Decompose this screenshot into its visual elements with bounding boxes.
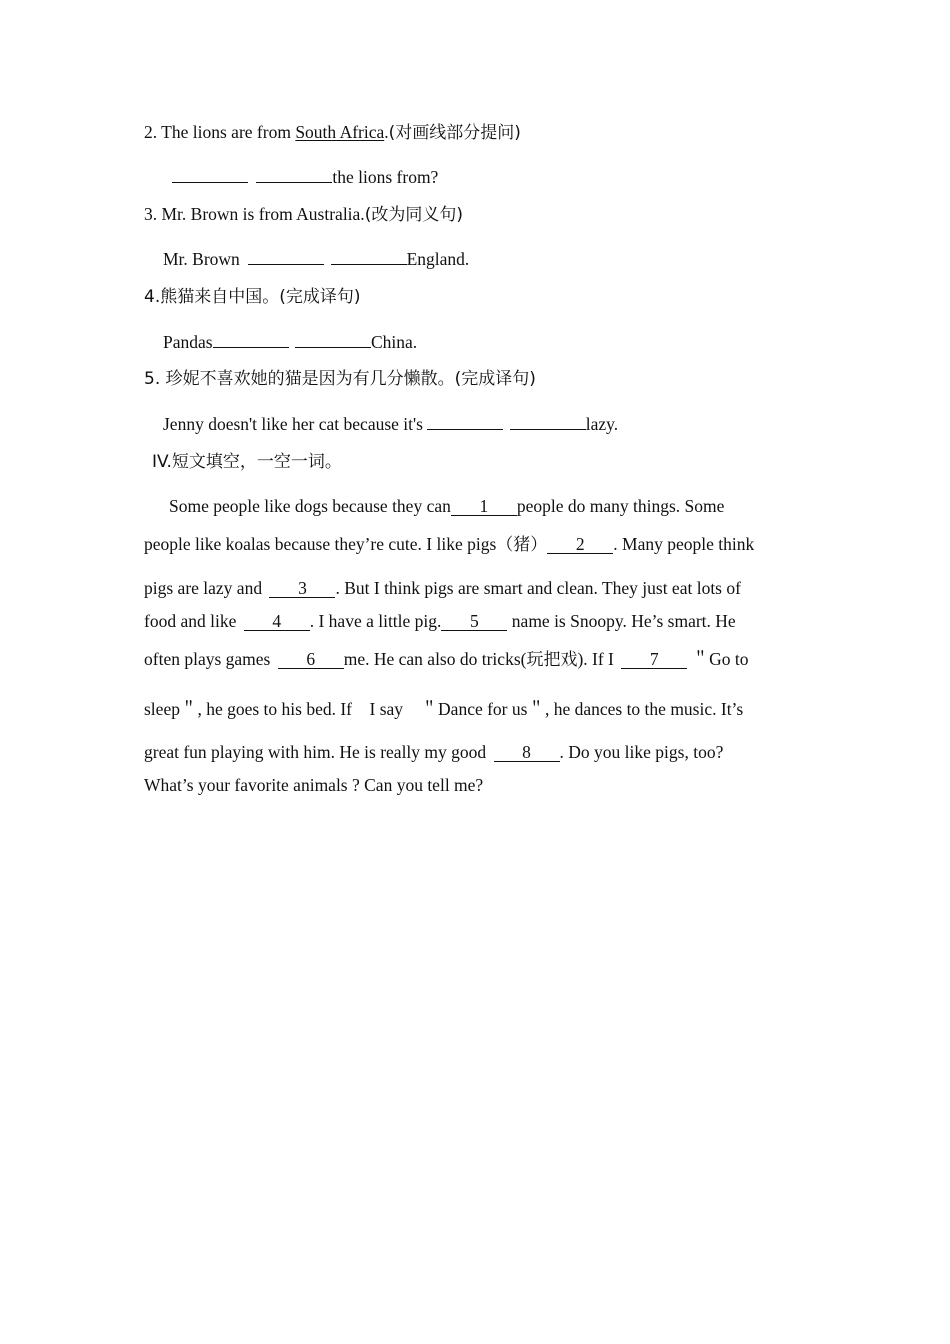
question-4 (144, 286, 360, 308)
passage-line-1 (169, 495, 724, 517)
passage-blank-1[interactable]: 1 (451, 497, 517, 516)
q2-underlined-phrase: South Africa (295, 122, 385, 142)
passage-line-6 (144, 698, 743, 720)
section-4-heading-text: IV.短文填空，一空一词。 (152, 452, 342, 472)
q2-instruction: (对画线部分提问) (388, 123, 521, 143)
section-4-heading (152, 451, 342, 473)
passage-text: ). If I (577, 649, 619, 669)
passage-blank-2[interactable]: 2 (547, 535, 613, 554)
passage-text: . Do you like pigs, too? (559, 742, 724, 762)
passage-text: ＂Go to (687, 649, 749, 669)
passage-blank-5[interactable]: 5 (441, 612, 507, 631)
q2-period: . (384, 122, 389, 142)
q4-answer-line (163, 330, 417, 353)
answer-blank[interactable] (427, 412, 503, 430)
q3-answer-line (163, 247, 469, 270)
q5-text: 5. 珍妮不喜欢她的猫是因为有几分懒散。(完成译句) (144, 369, 536, 389)
answer-blank[interactable] (248, 247, 324, 265)
q3-instruction: (改为同义句) (364, 205, 463, 225)
passage-text: people do many things. Some (516, 496, 725, 516)
answer-blank[interactable] (256, 165, 332, 183)
question-3 (144, 203, 463, 226)
passage-text: sleep＂, he goes to his bed. If I say ＂Dance for us＂, he dances to the music. It’s (144, 699, 744, 719)
passage-blank-4[interactable]: 4 (244, 612, 310, 631)
passage-blank-8[interactable]: 8 (494, 743, 560, 762)
passage-line-7 (144, 741, 723, 763)
passage-text: pigs are lazy and (144, 578, 267, 598)
q2-answer-text: the lions from? (332, 167, 439, 187)
passage-text: . But I think pigs are smart and clean. They just eat lots of (335, 578, 741, 598)
q3-answer-text: England. (406, 249, 470, 269)
passage-cjk-gloss: 玩把戏 (526, 650, 578, 670)
passage-text: . I have a little pig. (309, 611, 442, 631)
q5-answer-text: lazy. (585, 414, 619, 434)
passage-blank-6[interactable]: 6 (278, 650, 344, 669)
question-2 (144, 121, 521, 144)
q4-answer-text: China. (370, 332, 418, 352)
q2-answer-line (172, 165, 438, 188)
passage-cjk-gloss: （猪） (496, 535, 548, 555)
q3-text: 3. Mr. Brown is from Australia. (144, 204, 365, 224)
q2-text: 2. The lions are from (144, 122, 296, 142)
passage-text: me. He can also do tricks( (343, 649, 527, 669)
passage-text: people like koalas because they’re cute. I like pigs (144, 534, 497, 554)
passage-text: name is Snoopy. He’s smart. He (507, 611, 736, 631)
passage-text: food and like (144, 611, 241, 631)
passage-blank-7[interactable]: 7 (621, 650, 687, 669)
q4-answer-prefix: Pandas (163, 332, 213, 352)
q3-answer-prefix: Mr. Brown (163, 249, 245, 269)
answer-blank[interactable] (295, 330, 371, 348)
answer-blank[interactable] (510, 412, 586, 430)
passage-blank-3[interactable]: 3 (269, 579, 335, 598)
passage-text: often plays games (144, 649, 275, 669)
passage-line-8 (144, 774, 483, 796)
passage-line-3 (144, 577, 741, 599)
question-5 (144, 368, 536, 390)
answer-blank[interactable] (213, 330, 289, 348)
passage-line-5 (144, 648, 749, 671)
answer-blank[interactable] (331, 247, 407, 265)
passage-text: great fun playing with him. He is really my good (144, 742, 491, 762)
passage-line-4 (144, 610, 736, 632)
passage-text: Some people like dogs because they can (169, 496, 451, 516)
passage-text: . Many people think (613, 534, 755, 554)
passage-text: What’s your favorite animals ? Can you tell me? (144, 775, 484, 795)
q4-text: 4.熊猫来自中国。(完成译句) (144, 287, 361, 307)
answer-blank[interactable] (172, 165, 248, 183)
passage-line-2 (144, 533, 754, 556)
q5-answer-prefix: Jenny doesn't like her cat because it's (163, 414, 428, 434)
q5-answer-line (163, 412, 618, 435)
